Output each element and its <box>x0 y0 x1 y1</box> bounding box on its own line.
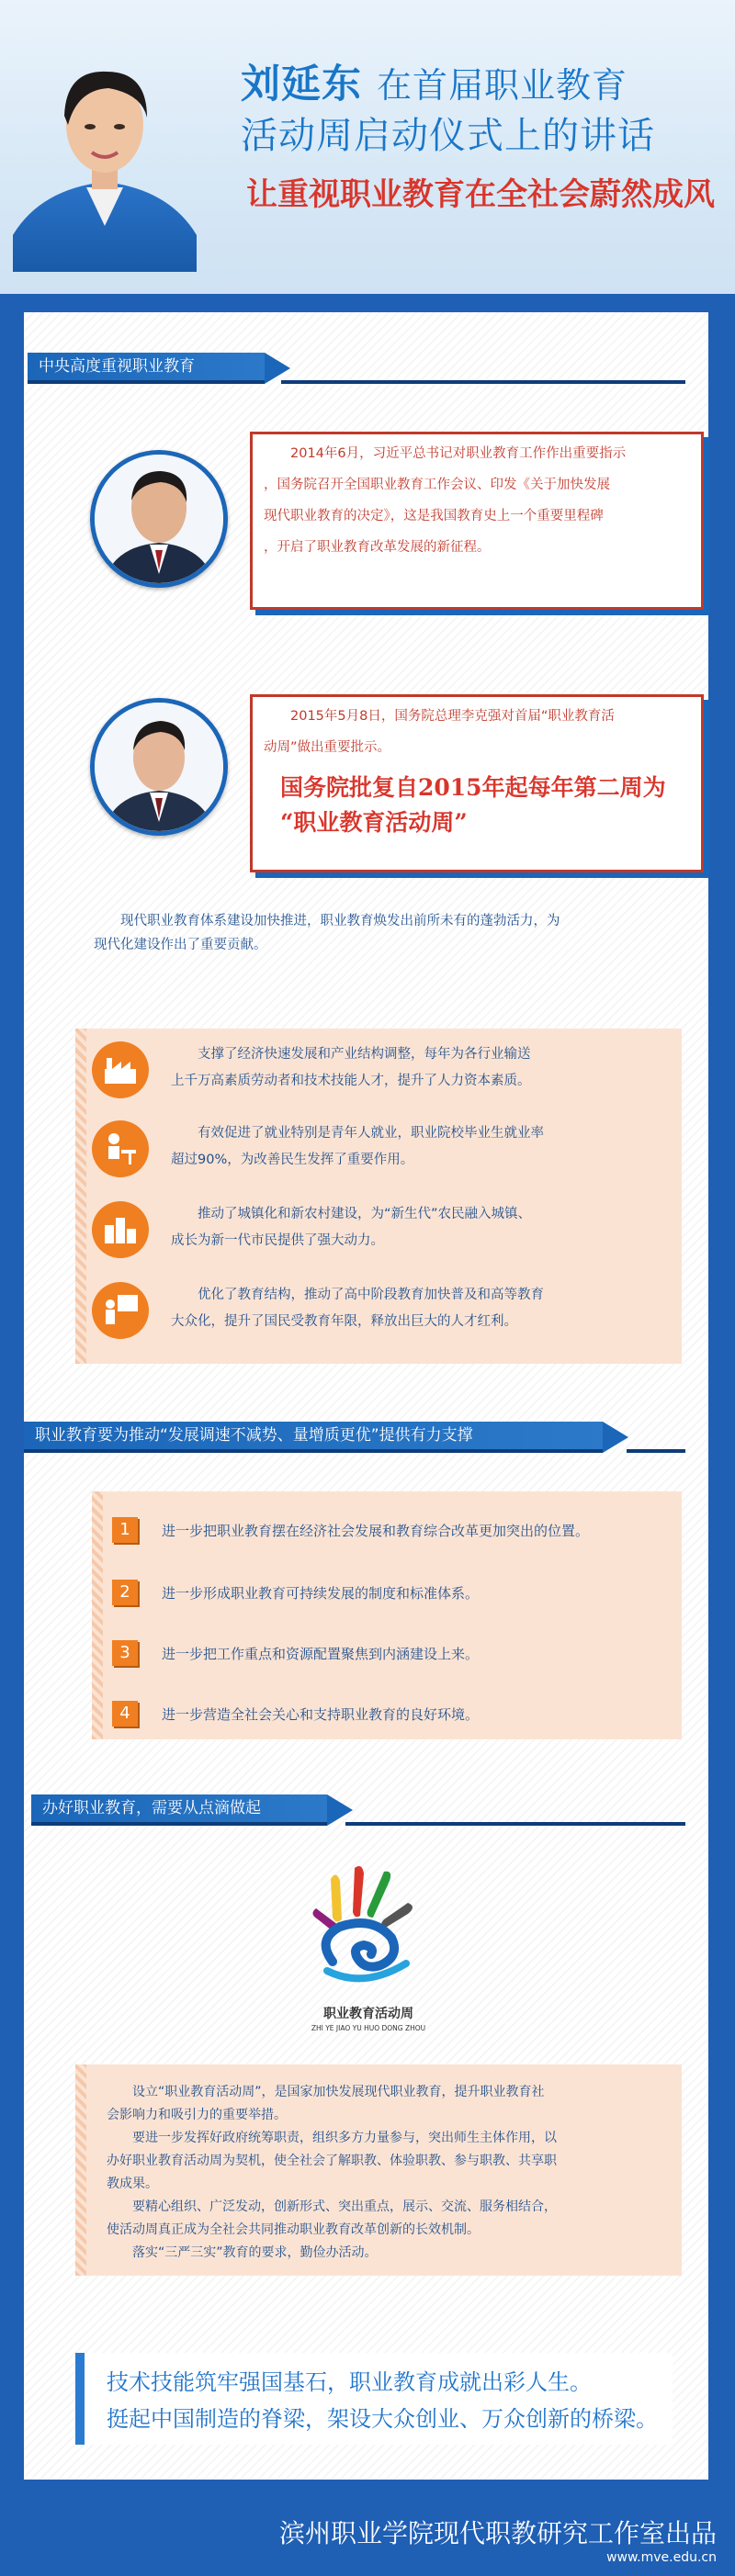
achievements-panel <box>75 1029 682 1364</box>
footer <box>0 2504 735 2576</box>
headline: 让重视职业教育在全社会蔚然成风 <box>246 176 715 213</box>
bullet-line: 上千万高素质劳动者和技术技能人才，提升了人力资本素质。 <box>171 1074 531 1088</box>
section-2-title: 职业教育要为推动“发展调速不减势、量增质更优”提供有力支撑 <box>35 1426 473 1445</box>
para-line: 设立“职业教育活动周”，是国家加快发展现代职业教育，提升职业教育社 <box>132 2085 545 2099</box>
para-line: 办好职业教育活动周为契机，使全社会了解职教、体验职教、参与职教、共享职 <box>107 2154 557 2168</box>
intro-paragraph <box>94 909 682 957</box>
intro-line: 现代化建设作出了重要贡献。 <box>94 938 267 952</box>
bullet-line: 优化了教育结构，推动了高中阶段教育加快普及和高等教育 <box>198 1288 544 1302</box>
li-keqiang-portrait <box>90 698 228 836</box>
section-divider <box>627 1449 685 1453</box>
logo-chinese-text: 职业教育活动周 <box>323 2007 413 2021</box>
note-headline-line: “职业教育活动周” <box>280 809 468 836</box>
section-1-title: 中央高度重视职业教育 <box>39 357 195 376</box>
goal-text-1: 进一步把职业教育摆在经济社会发展和教育综合改革更加突出的位置。 <box>162 1523 590 1539</box>
title-line-1 <box>241 53 628 109</box>
goal-number-1: 1 <box>112 1517 138 1543</box>
section-3-title: 办好职业教育，需要从点滴做起 <box>42 1799 261 1817</box>
para-line: 会影响力和吸引力的重要举措。 <box>107 2108 287 2122</box>
para-line: 落实“三严三实”教育的要求，勤俭办活动。 <box>132 2245 378 2260</box>
worker-desk-icon <box>92 1120 149 1177</box>
goal-text-3: 进一步把工作重点和资源配置聚焦到内涵建设上来。 <box>162 1646 480 1662</box>
footer-org: 滨州职业学院现代职教研究工作室出品 <box>278 2518 717 2548</box>
bullet-line: 有效促进了就业特别是青年人就业，职业院校毕业生就业率 <box>198 1126 544 1141</box>
closing-quote <box>75 2353 673 2445</box>
achievement-text-2 <box>171 1120 544 1174</box>
bullet-line: 大众化，提升了国民受教育年限，释放出巨大的人才红利。 <box>171 1314 517 1329</box>
title-line-2: 活动周启动仪式上的讲话 <box>241 115 655 157</box>
achievement-text-4 <box>171 1282 544 1335</box>
note-headline-line: 国务院批复自2015年起每年第二周为 <box>280 774 666 801</box>
bullet-line: 成长为新一代市民提供了强大动力。 <box>171 1233 384 1248</box>
bullet-line: 推动了城镇化和新农村建设，为“新生代”农民融入城镇、 <box>198 1207 532 1221</box>
factory-icon <box>92 1041 149 1098</box>
section-3-header <box>31 1794 327 1826</box>
para-line: 要精心组织、广泛发动，创新形式、突出重点，展示、交流、服务相结合， <box>132 2199 557 2214</box>
goal-number-3: 3 <box>112 1640 138 1666</box>
achievement-text-1 <box>171 1041 531 1095</box>
speaker-portrait <box>13 51 197 272</box>
note-headline <box>264 771 690 840</box>
para-line: 使活动周真正成为全社会共同推动职业教育改革创新的长效机制。 <box>107 2222 480 2237</box>
para-line: 教成果。 <box>107 2177 158 2191</box>
header-banner <box>0 0 735 294</box>
achievement-text-3 <box>171 1201 531 1254</box>
speaker-name: 刘延东 <box>241 62 362 107</box>
bullet-line: 支撑了经济快速发展和产业结构调整，每年为各行业输送 <box>198 1047 531 1062</box>
note-xi-jinping <box>250 432 704 610</box>
activity-week-panel <box>75 2064 682 2276</box>
intro-line: 现代职业教育体系建设加快推进，职业教育焕发出前所未有的蓬勃活力，为 <box>120 914 560 928</box>
title-line-1-rest: 在首届职业教育 <box>377 65 628 106</box>
note-line: 2014年6月，习近平总书记对职业教育工作作出重要指示 <box>290 446 627 461</box>
goals-panel <box>92 1491 682 1739</box>
note-line: 动周”做出重要批示。 <box>264 740 391 755</box>
bullet-line: 超过90%，为改善民生发挥了重要作用。 <box>171 1153 414 1167</box>
note-li-keqiang <box>250 694 704 872</box>
activity-week-logo <box>300 1861 437 2044</box>
goal-number-2: 2 <box>112 1580 138 1605</box>
section-divider <box>281 380 685 384</box>
teacher-board-icon <box>92 1282 149 1339</box>
quote-line: 技术技能筑牢强国基石，职业教育成就出彩人生。 <box>107 2369 592 2395</box>
section-divider <box>345 1822 685 1826</box>
note-line: 2015年5月8日，国务院总理李克强对首届“职业教育活 <box>290 709 615 724</box>
goal-number-4: 4 <box>112 1701 138 1727</box>
footer-url: www.mve.edu.cn <box>606 2550 717 2565</box>
note-line: 现代职业教育的决定》，这是我国教育史上一个重要里程碑 <box>264 509 604 523</box>
content-card <box>24 312 708 2480</box>
xi-jinping-portrait <box>90 450 228 588</box>
logo-pinyin-text: ZHI YE JIAO YU HUO DONG ZHOU <box>311 2024 426 2032</box>
section-2-header <box>24 1422 603 1453</box>
city-icon <box>92 1201 149 1258</box>
hand-swirl-logo-icon <box>300 1861 437 1998</box>
quote-line: 挺起中国制造的脊梁，架设大众创业、万众创新的桥梁。 <box>107 2406 658 2432</box>
goal-text-4: 进一步营造全社会关心和支持职业教育的良好环境。 <box>162 1706 480 1723</box>
activity-week-paragraphs <box>107 2081 676 2265</box>
goal-text-2: 进一步形成职业教育可持续发展的制度和标准体系。 <box>162 1585 480 1602</box>
note-line: ，开启了职业教育改革发展的新征程。 <box>264 540 491 555</box>
note-line: ，国务院召开全国职业教育工作会议、印发《关于加快发展 <box>264 478 610 492</box>
para-line: 要进一步发挥好政府统筹职责，组织多方力量参与，突出师生主体作用，以 <box>132 2131 557 2145</box>
section-1-header <box>28 353 265 384</box>
